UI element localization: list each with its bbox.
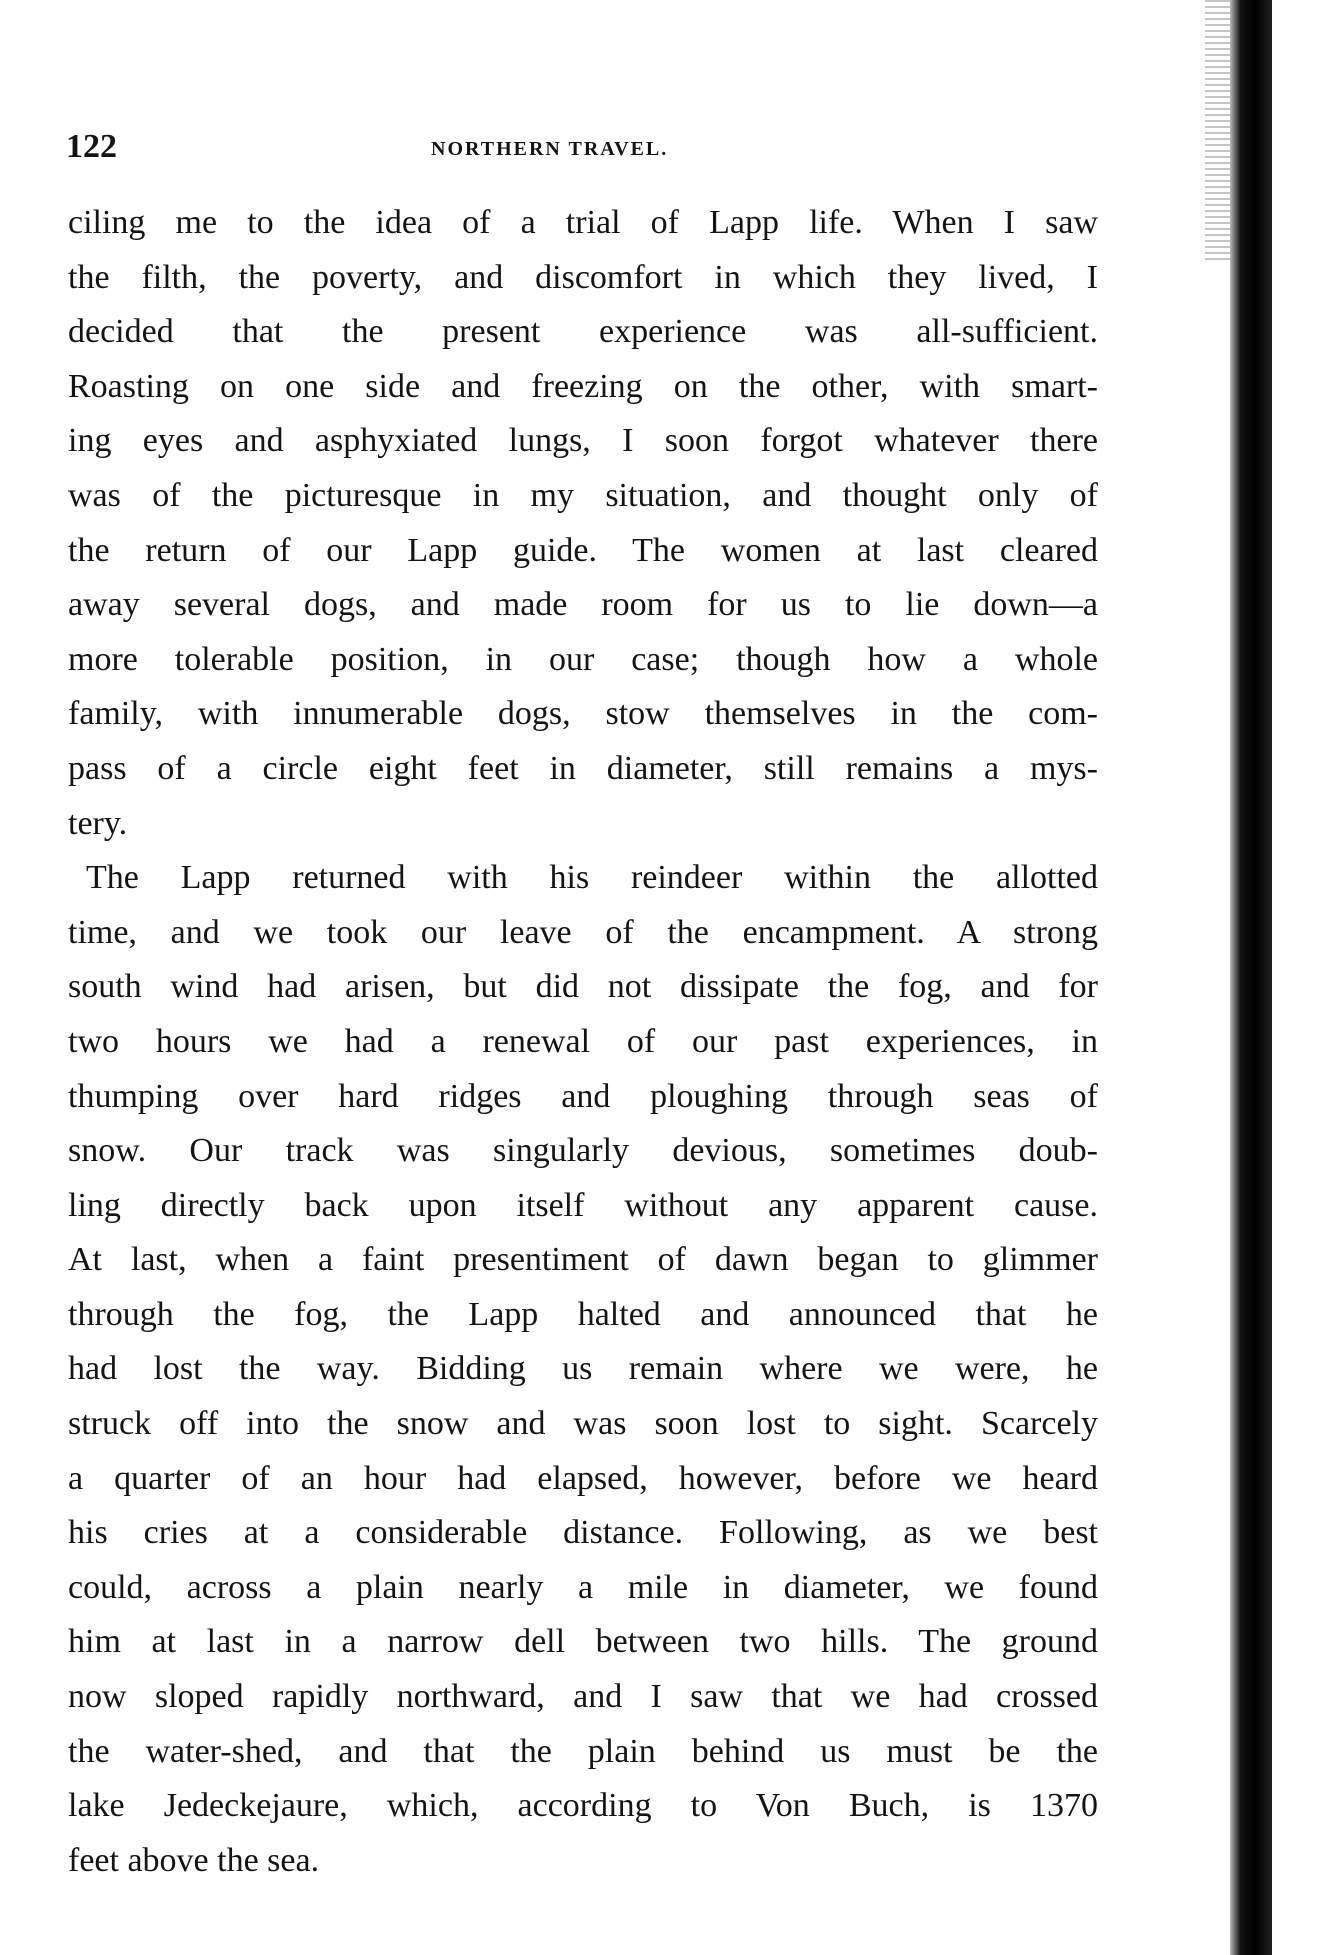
text-line: the water-shed, and that the plain behind us must be the xyxy=(68,1732,1098,1770)
text-line: The Lapp returned with his reindeer within the allotted xyxy=(86,859,1098,897)
text-line: a quarter of an hour had elapsed, however, before we heard xyxy=(68,1459,1098,1497)
text-line: through the fog, the Lapp halted and announced that he xyxy=(68,1295,1098,1333)
text-line: decided that the present experience was all-sufficient. xyxy=(68,313,1098,351)
running-title: NORTHERN TRAVEL. xyxy=(431,138,669,160)
text-line: two hours we had a renewal of our past experiences, in xyxy=(68,1022,1098,1060)
text-line: tery. xyxy=(68,804,128,842)
text-line: ciling me to the idea of a trial of Lapp life. When I saw xyxy=(68,204,1098,241)
text-line: At last, when a faint presentiment of dawn began to glimmer xyxy=(68,1241,1098,1279)
text-line: Roasting on one side and freezing on the other, with smart- xyxy=(68,367,1098,405)
text-line: feet above the sea. xyxy=(68,1841,320,1879)
text-line: more tolerable position, in our case; though how a whole xyxy=(68,640,1098,678)
text-line: now sloped rapidly northward, and I saw that we had crossed xyxy=(68,1678,1098,1716)
text-line: time, and we took our leave of the encampment. A strong xyxy=(68,913,1098,951)
text-line: ing eyes and asphyxiated lungs, I soon forgot whatever there xyxy=(68,422,1098,460)
text-line: was of the picturesque in my situation, and thought only of xyxy=(68,476,1098,514)
text-line: ling directly back upon itself without any apparent cause. xyxy=(68,1186,1098,1224)
binding-shadow xyxy=(1205,0,1230,260)
page-header xyxy=(66,128,1098,168)
page-body xyxy=(68,196,1098,1888)
text-line: family, with innumerable dogs, stow themselves in the com- xyxy=(68,695,1098,733)
text-line: snow. Our track was singularly devious, sometimes doub- xyxy=(68,1132,1098,1170)
text-line: away several dogs, and made room for us to lie down—a xyxy=(68,586,1098,624)
text-line: south wind had arisen, but did not dissipate the fog, and for xyxy=(68,968,1098,1006)
text-line: him at last in a narrow dell between two hills. The ground xyxy=(68,1623,1098,1661)
page-number: 122 xyxy=(66,128,117,165)
text-line: had lost the way. Bidding us remain where we were, he xyxy=(68,1350,1098,1388)
text-line: struck off into the snow and was soon lost to sight. Scarcely xyxy=(68,1405,1098,1443)
text-line: thumping over hard ridges and ploughing through seas of xyxy=(68,1077,1098,1115)
book-binding-edge xyxy=(1230,0,1272,1955)
text-line: his cries at a considerable distance. Following, as we best xyxy=(68,1514,1098,1552)
text-line: the return of our Lapp guide. The women at last cleared xyxy=(68,531,1098,569)
text-line: the filth, the poverty, and discomfort in which they lived, I xyxy=(68,258,1098,296)
text-line: pass of a circle eight feet in diameter, still remains a mys- xyxy=(68,749,1098,787)
text-line: lake Jedeckejaure, which, according to Von Buch, is 1370 xyxy=(68,1787,1098,1825)
text-line: could, across a plain nearly a mile in diameter, we found xyxy=(68,1568,1098,1606)
